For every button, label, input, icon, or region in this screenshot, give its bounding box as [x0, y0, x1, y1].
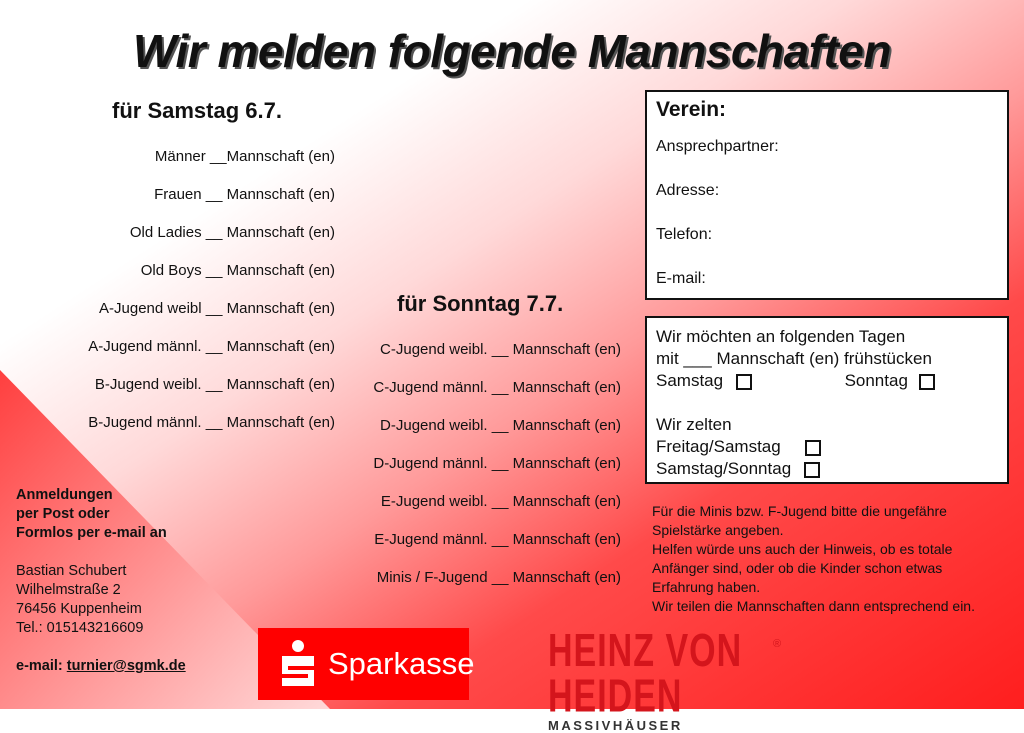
saturday-team-list [15, 146, 335, 450]
contact-heading-line: Anmeldungen [16, 487, 113, 503]
team-row: B-Jugend weibl. __ Mannschaft (en) [94, 376, 335, 393]
breakfast-days-row [656, 370, 998, 392]
contact-heading-line: Formlos per e-mail an [16, 525, 167, 541]
team-row: Männer __Mannschaft (en) [154, 148, 335, 165]
team-row: B-Jugend männl. __ Mannschaft (en) [88, 414, 335, 431]
fr-sa-checkbox[interactable] [805, 440, 821, 456]
phone-field[interactable]: Telefon: [656, 226, 713, 243]
contact-name: Bastian Schubert [16, 563, 127, 579]
sparkasse-wordmark: Sparkasse [328, 646, 475, 681]
camping-fr-sa-row [656, 436, 998, 458]
club-info-box [645, 90, 1009, 300]
note-line: Erfahrung haben. [652, 579, 761, 595]
camping-sa-so-row [656, 458, 998, 480]
sa-so-label: Samstag/Sonntag [656, 459, 792, 478]
team-row: A-Jugend weibl __ Mannschaft (en) [99, 300, 335, 317]
team-row: Frauen __ Mannschaft (en) [154, 186, 335, 203]
email-field[interactable]: E-mail: [656, 270, 706, 287]
saturday-label: Samstag [656, 371, 724, 390]
note-line: Für die Minis bzw. F-Jugend bitte die ungefähre [652, 503, 947, 519]
club-title: Verein: [656, 98, 727, 121]
sunday-heading: für Sonntag 7.7. [397, 291, 564, 316]
saturday-heading: für Samstag 6.7. [112, 98, 282, 123]
team-row: C-Jugend männl. __ Mannschaft (en) [373, 379, 621, 396]
team-row: Old Boys __ Mannschaft (en) [140, 262, 335, 279]
contact-street: Wilhelmstraße 2 [16, 582, 121, 598]
spacer [656, 392, 998, 414]
minis-note [652, 502, 1022, 616]
contact-email-row [16, 657, 256, 676]
saturday-checkbox[interactable] [736, 374, 752, 390]
contact-person-field[interactable]: Ansprechpartner: [656, 138, 779, 155]
sunday-label: Sonntag [844, 371, 908, 390]
sa-so-checkbox[interactable] [804, 462, 820, 478]
hvh-wordmark: HEINZ VON HEIDEN [548, 625, 743, 723]
page-title: Wir melden folgende Mannschaften [132, 25, 891, 77]
sparkasse-s-icon [276, 638, 320, 690]
camping-label: Wir zelten [656, 415, 732, 434]
note-line: Helfen würde uns auch der Hinweis, ob es totale [652, 541, 953, 557]
breakfast-camping-box [645, 316, 1009, 484]
registered-mark: ® [773, 638, 782, 650]
contact-heading-line: per Post oder [16, 506, 110, 522]
note-line: Spielstärke angeben. [652, 522, 784, 538]
spacer [16, 638, 256, 657]
fr-sa-label: Freitag/Samstag [656, 437, 781, 456]
team-row: Old Ladies __ Mannschaft (en) [129, 224, 335, 241]
contact-phone: Tel.: 015143216609 [16, 620, 144, 636]
sunday-team-list [301, 338, 621, 604]
team-row: D-Jugend weibl. __ Mannschaft (en) [380, 417, 621, 434]
breakfast-line-1: Wir möchten an folgenden Tagen [656, 327, 906, 346]
email-link[interactable]: turnier@sgmk.de [66, 658, 186, 674]
team-row: Minis / F-Jugend __ Mannschaft (en) [376, 569, 621, 586]
note-line: Anfänger sind, oder ob die Kinder schon etwas [652, 560, 943, 576]
team-row: C-Jugend weibl. __ Mannschaft (en) [380, 341, 621, 358]
team-row: A-Jugend männl. __ Mannschaft (en) [88, 338, 335, 355]
team-row: E-Jugend männl. __ Mannschaft (en) [374, 531, 621, 548]
email-label: e-mail: [16, 658, 67, 674]
sparkasse-logo [258, 628, 475, 700]
contact-city: 76456 Kuppenheim [16, 601, 142, 617]
hvh-subtitle: MASSIVHÄUSER [548, 718, 683, 733]
registration-contact [16, 486, 256, 676]
breakfast-line-2: mit ___ Mannschaft (en) frühstücken [656, 349, 932, 368]
heinz-von-heiden-logo [548, 625, 788, 733]
team-row: D-Jugend männl. __ Mannschaft (en) [373, 455, 621, 472]
team-row: E-Jugend weibl. __ Mannschaft (en) [380, 493, 621, 510]
sunday-checkbox[interactable] [919, 374, 935, 390]
spacer [16, 543, 256, 562]
note-line: Wir teilen die Mannschaften dann entsprechend ein. [652, 598, 975, 614]
address-field[interactable]: Adresse: [656, 182, 720, 199]
